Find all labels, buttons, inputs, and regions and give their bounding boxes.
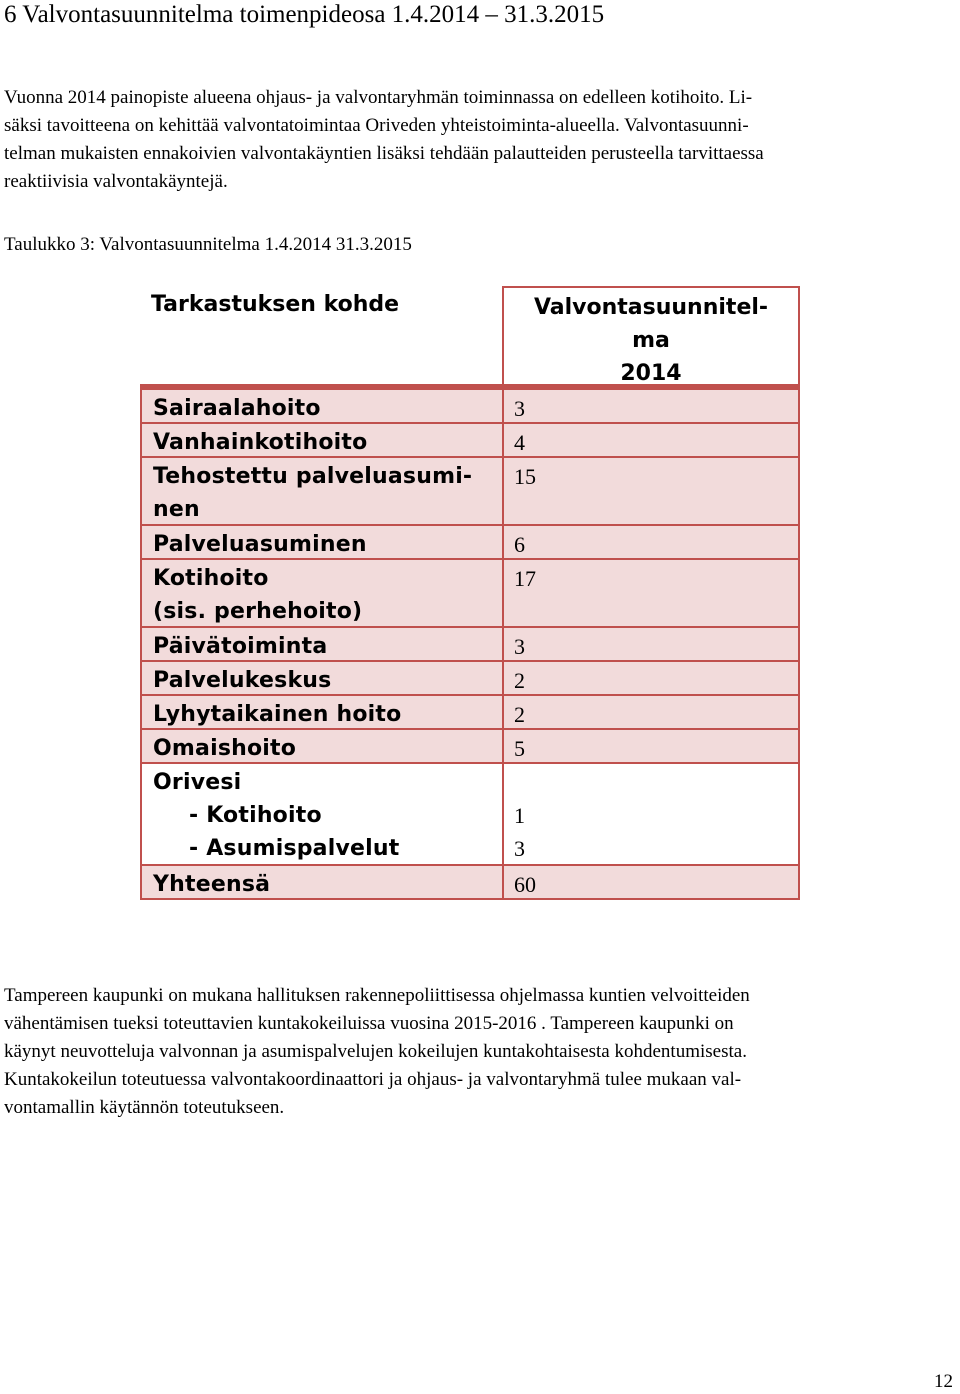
table-total-row [140,864,800,900]
intro-line: Vuonna 2014 painopiste alueena ohjaus- ja valvontaryhmän toiminnassa on edelleen kotihoito. Li- [4,87,753,108]
row-value-cell [502,694,800,730]
row-value-cell [502,388,800,424]
closing-line: vähentämisen tueksi toteuttavien kuntakokeiluissa vuosina 2015-2016 . Tampereen kaupunki on [4,1013,734,1034]
table-header-row [140,286,800,388]
row-value: 60 [514,872,536,897]
row-label-cell [140,660,504,696]
row-value-cell [502,626,800,662]
table-caption: Taulukko 3: Valvontasuunnitelma 1.4.2014 31.3.2015 [4,234,412,255]
row-value-line: 1 [514,803,525,828]
row-label: Sairaalahoito [153,396,321,421]
closing-line: vontamallin käytännön toteutukseen. [4,1097,285,1118]
section-heading: 6 Valvontasuunnitelma toimenpideosa 1.4.2014 – 31.3.2015 [4,1,605,28]
header-plan-line: ma [632,328,670,353]
row-value-line [514,766,525,799]
table-row [140,660,800,696]
row-label-cell [140,558,504,628]
row-label-line: Kotihoito [153,566,269,591]
row-label: Omaishoito [153,736,297,761]
row-value-cell [502,660,800,696]
row-label-line: (sis. perhehoito) [153,599,363,624]
row-label [153,460,472,526]
row-label-cell [140,422,504,458]
row-label-cell [140,524,504,560]
row-label: Vanhainkotihoito [153,430,368,455]
intro-paragraph [4,84,954,196]
intro-line: reaktiivisia valvontakäyntejä. [4,171,228,192]
closing-line: käynyt neuvotteluja valvonnan ja asumispalvelujen kokeilujen kuntakohtaisesta kohdentumisesta. [4,1041,747,1062]
table-row [140,388,800,424]
row-value: 4 [514,430,525,455]
row-value-cell [502,456,800,526]
row-value-cell [502,422,800,458]
row-value-cell [502,728,800,764]
page-number: 12 [934,1371,953,1392]
row-label-cell [140,626,504,662]
row-sub-item: - Kotihoito [189,803,322,828]
table-row [140,762,800,866]
row-label-line: Tehostettu palveluasumi- [153,464,473,489]
table-row [140,694,800,730]
row-label-cell [140,864,504,900]
closing-line: Tampereen kaupunki on mukana hallituksen rakennepoliittisessa ohjelmassa kuntien velvoitteiden [4,985,750,1006]
row-label-line: nen [153,497,200,522]
row-value: 2 [514,668,525,693]
row-label: Yhteensä [153,872,271,897]
inspection-plan-table [140,286,800,900]
table-row [140,422,800,458]
row-sub-item: - Asumispalvelut [189,836,400,861]
table-row [140,626,800,662]
row-label: Palvelukeskus [153,668,332,693]
table-row [140,456,800,526]
header-plan-line: 2014 [620,361,682,386]
intro-line: telman mukaisten ennakoivien valvontakäyntien lisäksi tehdään palautteiden perusteella tarvittaessa [4,143,764,164]
row-label-line: Orivesi [153,770,242,795]
header-cell-target [140,286,504,388]
row-value-line: 3 [514,836,525,861]
table-row [140,558,800,628]
row-value [514,766,525,865]
header-plan-label [504,291,798,388]
row-label: Lyhytaikainen hoito [153,702,402,727]
intro-line: säksi tavoitteena on kehittää valvontatoimintaa Oriveden yhteistoiminta-alueella. Valvontasuunni- [4,115,749,136]
row-label [153,766,399,865]
table-row [140,524,800,560]
row-label-cell [140,762,504,866]
row-value: 2 [514,702,525,727]
row-value: 3 [514,634,525,659]
row-label-cell [140,728,504,764]
closing-paragraph [4,982,954,1122]
row-value: 17 [514,566,536,591]
row-value-cell [502,558,800,628]
closing-line: Kuntakokeilun toteutuessa valvontakoordinaattori ja ohjaus- ja valvontaryhmä tulee mukaan val- [4,1069,742,1090]
header-cell-plan [502,286,800,388]
row-value-cell [502,524,800,560]
row-value: 5 [514,736,525,761]
table-row [140,728,800,764]
row-label-cell [140,388,504,424]
row-label: Päivätoiminta [153,634,328,659]
row-value-cell [502,864,800,900]
row-label-cell [140,694,504,730]
row-label: Palveluasuminen [153,532,367,557]
row-value-cell [502,762,800,866]
header-plan-line: Valvontasuunnitel- [533,295,769,320]
row-value: 6 [514,532,525,557]
row-value: 15 [514,464,536,489]
row-label [153,562,362,628]
row-label-cell [140,456,504,526]
header-target-label: Tarkastuksen kohde [151,292,400,317]
row-value: 3 [514,396,525,421]
